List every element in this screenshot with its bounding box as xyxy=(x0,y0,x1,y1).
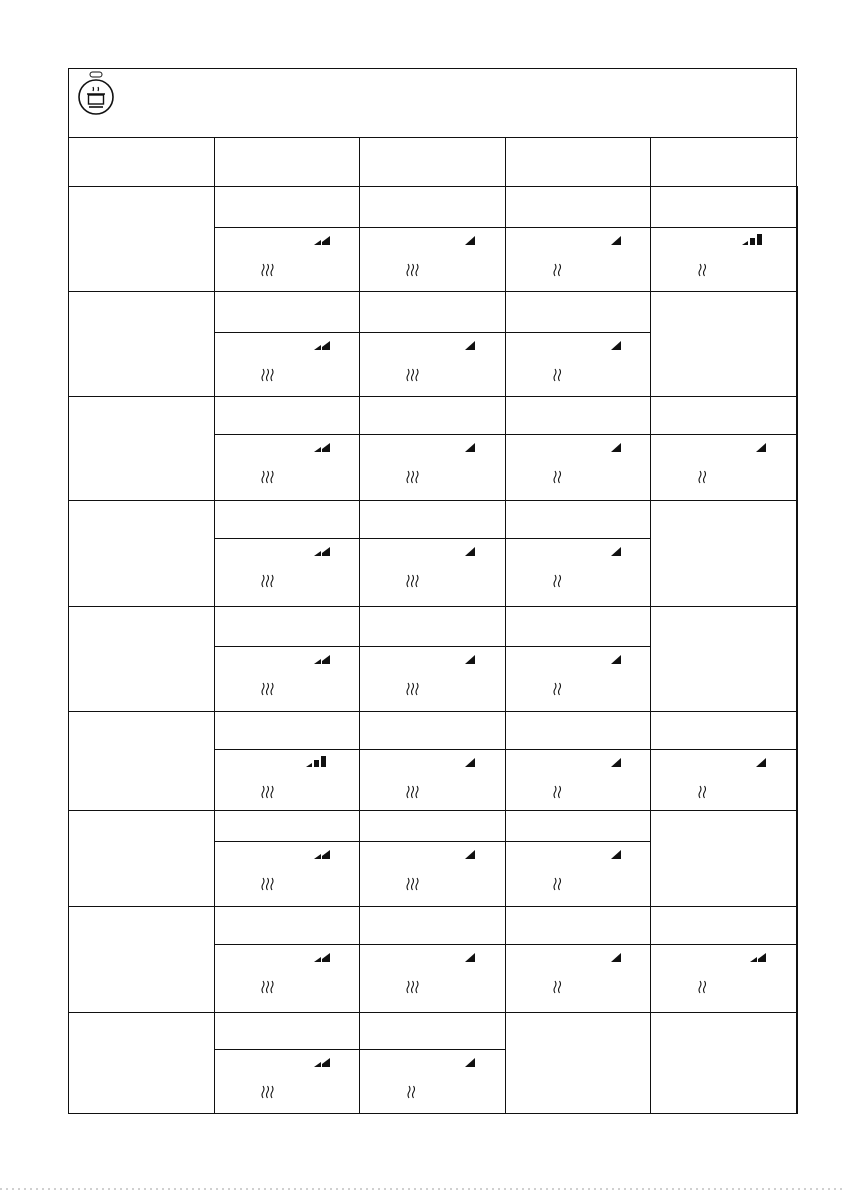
cell-split-line xyxy=(359,1049,506,1050)
steam-intensity-icon xyxy=(261,682,279,696)
cell-separator xyxy=(359,1012,360,1114)
power-level-icon xyxy=(453,440,479,454)
power-level-icon xyxy=(599,755,625,769)
steam-intensity-icon xyxy=(553,785,571,799)
cell-split-line xyxy=(650,749,798,750)
steam-pot-icon xyxy=(77,71,115,117)
power-level-icon xyxy=(599,233,625,247)
cell-separator xyxy=(359,500,360,606)
cell-separator xyxy=(650,186,651,291)
power-level-icon xyxy=(740,233,766,247)
steam-intensity-icon xyxy=(261,980,279,994)
header-divider xyxy=(68,137,798,138)
row-divider xyxy=(68,711,798,712)
power-level-icon xyxy=(599,440,625,454)
program-settings-table xyxy=(68,68,797,1114)
power-level-icon xyxy=(308,1055,334,1069)
power-level-icon xyxy=(453,755,479,769)
cell-split-line xyxy=(359,227,506,228)
steam-intensity-icon xyxy=(553,368,571,382)
page-edge-dots xyxy=(0,1188,843,1190)
cell-split-line xyxy=(359,538,506,539)
cell-separator xyxy=(505,810,506,906)
power-level-icon xyxy=(308,847,334,861)
power-level-icon xyxy=(453,1055,479,1069)
power-level-icon xyxy=(453,652,479,666)
cell-split-line xyxy=(214,1049,360,1050)
column-header-separator xyxy=(650,137,651,186)
cell-split-line xyxy=(214,841,360,842)
steam-intensity-icon xyxy=(698,470,716,484)
steam-intensity-icon xyxy=(698,785,716,799)
row-label-separator xyxy=(214,906,215,1012)
cell-split-line xyxy=(214,646,360,647)
cell-split-line xyxy=(505,538,651,539)
cell-split-line xyxy=(359,841,506,842)
cell-separator xyxy=(359,186,360,291)
column-header-separator xyxy=(505,137,506,186)
cell-split-line xyxy=(505,944,651,945)
steam-intensity-icon xyxy=(406,574,424,588)
cell-separator xyxy=(505,711,506,810)
steam-intensity-icon xyxy=(553,263,571,277)
cell-separator xyxy=(797,810,798,906)
cell-separator xyxy=(650,606,651,711)
cell-split-line xyxy=(214,434,360,435)
power-level-icon xyxy=(599,544,625,558)
cell-separator xyxy=(650,711,651,810)
cell-split-line xyxy=(214,749,360,750)
cell-separator xyxy=(797,291,798,396)
row-label-separator xyxy=(214,500,215,606)
cell-split-line xyxy=(505,646,651,647)
column-header-divider xyxy=(68,186,798,187)
cell-split-line xyxy=(359,944,506,945)
cell-split-line xyxy=(650,944,798,945)
steam-intensity-icon xyxy=(261,1085,279,1099)
row-divider xyxy=(68,906,798,907)
steam-intensity-icon xyxy=(406,877,424,891)
row-label-separator xyxy=(214,606,215,711)
steam-intensity-icon xyxy=(406,368,424,382)
cell-separator xyxy=(797,396,798,500)
power-level-icon xyxy=(599,950,625,964)
row-label-separator xyxy=(214,1012,215,1114)
power-level-icon xyxy=(744,950,770,964)
steam-intensity-icon xyxy=(406,980,424,994)
power-level-icon xyxy=(308,440,334,454)
cell-separator xyxy=(505,396,506,500)
steam-intensity-icon xyxy=(261,263,279,277)
power-level-icon xyxy=(744,440,770,454)
power-level-icon xyxy=(599,847,625,861)
steam-intensity-icon xyxy=(261,470,279,484)
power-level-icon xyxy=(308,544,334,558)
cell-separator xyxy=(359,906,360,1012)
power-level-icon xyxy=(599,338,625,352)
cell-separator xyxy=(797,186,798,291)
row-label-separator xyxy=(214,711,215,810)
cell-split-line xyxy=(650,434,798,435)
row-divider xyxy=(68,291,798,292)
cell-separator xyxy=(359,396,360,500)
cell-separator xyxy=(650,396,651,500)
row-label-separator xyxy=(214,186,215,291)
steam-intensity-icon xyxy=(261,368,279,382)
cell-separator xyxy=(359,291,360,396)
cell-split-line xyxy=(359,332,506,333)
cell-split-line xyxy=(505,841,651,842)
cell-split-line xyxy=(505,227,651,228)
steam-intensity-icon xyxy=(406,470,424,484)
cell-separator xyxy=(650,906,651,1012)
row-label-separator xyxy=(214,810,215,906)
cell-split-line xyxy=(359,646,506,647)
row-divider xyxy=(68,810,798,811)
cell-separator xyxy=(505,291,506,396)
steam-intensity-icon xyxy=(406,785,424,799)
steam-intensity-icon xyxy=(261,785,279,799)
cell-separator xyxy=(505,1012,506,1114)
steam-intensity-icon xyxy=(261,574,279,588)
cell-split-line xyxy=(505,434,651,435)
cell-separator xyxy=(505,186,506,291)
power-level-icon xyxy=(453,950,479,964)
cell-separator xyxy=(505,500,506,606)
power-level-icon xyxy=(308,950,334,964)
cell-separator xyxy=(359,711,360,810)
cell-separator xyxy=(797,906,798,1012)
row-divider xyxy=(68,500,798,501)
cell-split-line xyxy=(214,538,360,539)
cell-separator xyxy=(797,606,798,711)
power-level-icon xyxy=(453,233,479,247)
steam-intensity-icon xyxy=(698,263,716,277)
row-divider xyxy=(68,1012,798,1013)
cell-split-line xyxy=(505,749,651,750)
steam-intensity-icon xyxy=(406,263,424,277)
steam-intensity-icon xyxy=(553,980,571,994)
cell-separator xyxy=(505,606,506,711)
row-label-separator xyxy=(214,291,215,396)
cell-separator xyxy=(650,810,651,906)
power-level-icon xyxy=(308,233,334,247)
row-divider xyxy=(68,396,798,397)
steam-intensity-icon xyxy=(698,980,716,994)
power-level-icon xyxy=(744,755,770,769)
steam-intensity-icon xyxy=(553,574,571,588)
cell-separator xyxy=(797,1012,798,1114)
power-level-icon xyxy=(308,652,334,666)
cell-separator xyxy=(797,711,798,810)
cell-separator xyxy=(650,291,651,396)
cell-separator xyxy=(359,606,360,711)
cell-split-line xyxy=(650,227,798,228)
power-level-icon xyxy=(599,652,625,666)
steam-intensity-icon xyxy=(406,682,424,696)
cell-separator xyxy=(505,906,506,1012)
cell-split-line xyxy=(505,332,651,333)
power-level-icon xyxy=(453,847,479,861)
power-level-icon xyxy=(308,338,334,352)
steam-intensity-icon xyxy=(553,877,571,891)
cell-separator xyxy=(797,500,798,606)
cell-separator xyxy=(650,1012,651,1114)
cell-split-line xyxy=(359,749,506,750)
cell-split-line xyxy=(214,944,360,945)
power-level-icon xyxy=(453,338,479,352)
steam-intensity-icon xyxy=(553,682,571,696)
row-label-separator xyxy=(214,396,215,500)
cell-split-line xyxy=(214,332,360,333)
cell-separator xyxy=(359,810,360,906)
power-level-icon xyxy=(453,544,479,558)
power-level-icon xyxy=(304,755,330,769)
column-header-separator xyxy=(359,137,360,186)
steam-intensity-icon xyxy=(261,877,279,891)
steam-intensity-icon xyxy=(407,1085,425,1099)
cell-split-line xyxy=(359,434,506,435)
cell-separator xyxy=(650,500,651,606)
cell-split-line xyxy=(214,227,360,228)
steam-intensity-icon xyxy=(553,470,571,484)
row-divider xyxy=(68,606,798,607)
column-header-separator xyxy=(214,137,215,186)
